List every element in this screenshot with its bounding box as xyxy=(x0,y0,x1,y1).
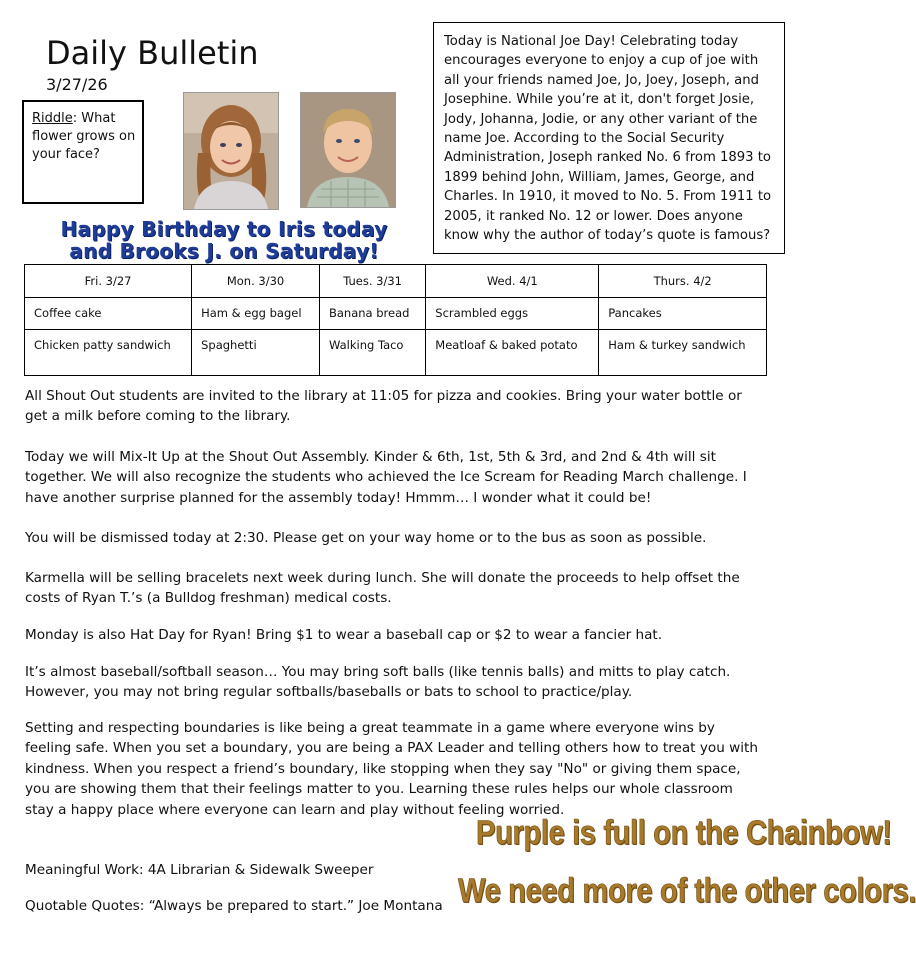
menu-day-wed: Wed. 4/1 xyxy=(426,265,599,298)
menu-day-fri: Fri. 3/27 xyxy=(25,265,192,298)
menu-cell: Chicken patty sandwich xyxy=(25,330,192,376)
birthday-photo-brooks xyxy=(300,92,396,208)
announcement-assembly: Today we will Mix-It Up at the Shout Out Assembly. Kinder & 6th, 1st, 5th & 3rd, and 2nd & 4th will sit together. We will also recognize the students who achieved the Ice Scream for Reading March challenge. I have another surprise planned for the assembly today! Hmmm… I wonder what it could be! xyxy=(25,449,747,506)
announcement-baseball-season: It’s almost baseball/softball season… You may bring soft balls (like tennis balls) and mitts to play catch. However, you may not bring regular softballs/baseballs or bats to school to practice/play. xyxy=(25,664,731,701)
announcement-bracelets: Karmella will be selling bracelets next week during lunch. She will donate the proceeds to help offset the costs of Ryan T.’s (a Bulldog freshman) medical costs. xyxy=(25,570,740,607)
chainbow-wordart-line-2: We need more of the other colors. xyxy=(458,872,916,910)
birthday-photo-iris xyxy=(183,92,279,210)
menu-cell: Meatloaf & baked potato xyxy=(426,330,599,376)
menu-day-thu: Thurs. 4/2 xyxy=(599,265,767,298)
announcement-hat-day: Monday is also Hat Day for Ryan! Bring $1 to wear a baseball cap or $2 to wear a fancier hat. xyxy=(25,627,663,643)
announcement-shout-out-library: All Shout Out students are invited to the library at 11:05 for pizza and cookies. Bring your water bottle or get a milk before coming to the library. xyxy=(25,388,742,425)
riddle-text: : What flower grows on your face? xyxy=(32,111,136,162)
menu-day-tue: Tues. 3/31 xyxy=(319,265,425,298)
national-joe-day-box: Today is National Joe Day! Celebrating today encourages everyone to enjoy a cup of joe with all your friends named Joe, Jo, Joey, Joseph, and Josephine. While you’re at it, don't forget Josie, Jody, Johanna, Jodie, or any other variant of the name Joe. According to the Social Security Administration, Joseph ranked No. 6 from 1893 to 1899 behind John, William, James, George, and Charles. In 1910, it moved to No. 5. From 1911 to 2005, it ranked No. 12 or lower. Does anyone know why the author of today’s quote is famous? xyxy=(433,22,785,254)
menu-cell: Spaghetti xyxy=(192,330,320,376)
birthday-line-2: and Brooks J. on Saturday! xyxy=(69,239,379,263)
meaningful-work: Meaningful Work: 4A Librarian & Sidewalk Sweeper xyxy=(25,862,374,878)
menu-cell: Coffee cake xyxy=(25,298,192,330)
menu-cell: Ham & turkey sandwich xyxy=(599,330,767,376)
riddle-box xyxy=(22,100,144,204)
lunch-menu-table xyxy=(24,264,767,376)
menu-cell: Banana bread xyxy=(319,298,425,330)
boy-portrait-image xyxy=(301,93,395,207)
girl-portrait-image xyxy=(184,93,278,209)
birthday-announcement xyxy=(22,218,426,262)
menu-cell: Scrambled eggs xyxy=(426,298,599,330)
page-title: Daily Bulletin xyxy=(46,34,259,72)
chainbow-wordart-line-1: Purple is full on the Chainbow! xyxy=(476,814,892,852)
quotable-quote: Quotable Quotes: “Always be prepared to start.” Joe Montana xyxy=(25,898,443,914)
menu-cell: Pancakes xyxy=(599,298,767,330)
menu-lunch-row xyxy=(25,330,767,376)
announcement-boundaries: Setting and respecting boundaries is like being a great teammate in a game where everyone wins by feeling safe. When you set a boundary, you are being a PAX Leader and telling others how to treat you with kindness. When you respect a friend’s boundary, like stopping when they say "No" or giving them space, you are showing them that their feelings matter to you. Learning these rules helps our whole classroom stay a happy place where everyone can learn and play without feeling worried. xyxy=(25,720,758,818)
birthday-line-1: Happy Birthday to Iris today xyxy=(60,217,388,241)
announcement-dismissal: You will be dismissed today at 2:30. Please get on your way home or to the bus as soon as possible. xyxy=(25,530,707,546)
menu-header-row xyxy=(25,265,767,298)
menu-day-mon: Mon. 3/30 xyxy=(192,265,320,298)
bulletin-date: 3/27/26 xyxy=(46,75,108,94)
riddle-label: Riddle xyxy=(32,111,73,126)
menu-cell: Ham & egg bagel xyxy=(192,298,320,330)
menu-breakfast-row xyxy=(25,298,767,330)
menu-cell: Walking Taco xyxy=(319,330,425,376)
